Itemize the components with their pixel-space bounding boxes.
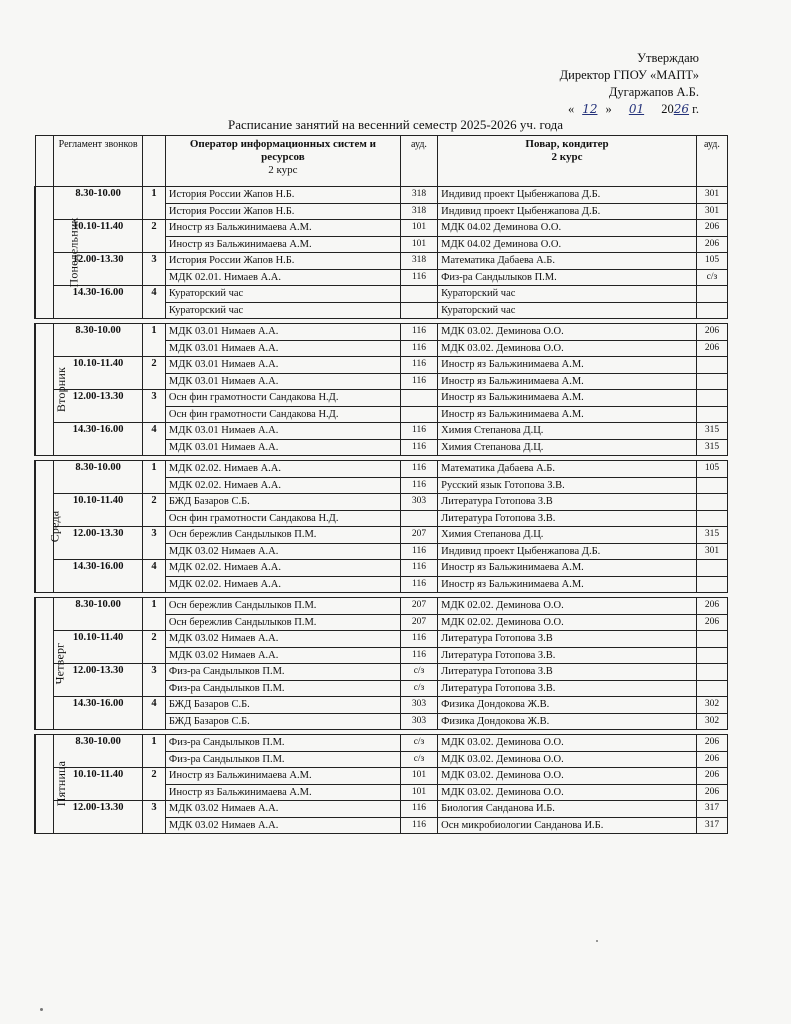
group-1-lesson: Осн фин грамотности Сандакова Н.Д. <box>165 510 400 527</box>
group-1-lesson: МДК 03.02 Нимаев А.А. <box>165 631 400 648</box>
group-1-lesson: МДК 03.01 Нимаев А.А. <box>165 324 400 341</box>
group-2-lesson: Литература Готопова З.В. <box>438 680 697 697</box>
group-1-lesson: Физ-ра Сандылыков П.М. <box>165 680 400 697</box>
group-2-lesson: МДК 02.02. Деминова О.О. <box>438 614 697 631</box>
bell-time: 12.00-13.30 <box>54 664 143 697</box>
pair-number: 4 <box>143 423 166 456</box>
group-1-lesson: МДК 02.02. Нимаев А.А. <box>165 477 400 494</box>
schedule-body <box>35 187 728 834</box>
group-2-lesson: Литература Готопова З.В. <box>438 510 697 527</box>
group-2-lesson: Иностр яз Бальжинимаева А.М. <box>438 406 697 423</box>
group-1-room: 116 <box>400 543 437 560</box>
pair-number: 3 <box>143 253 166 286</box>
scan-speck <box>596 940 598 942</box>
group-2-lesson: Осн микробиологии Санданова И.Б. <box>438 817 697 834</box>
bell-time: 8.30-10.00 <box>54 735 143 768</box>
day-name: Пятница <box>54 760 69 807</box>
group-1-room: 116 <box>400 817 437 834</box>
group-2-lesson: МДК 03.02. Деминова О.О. <box>438 751 697 768</box>
bell-time: 10.10-11.40 <box>54 357 143 390</box>
group-2-lesson: Химия Степанова Д.Ц. <box>438 439 697 456</box>
group-2-room <box>696 664 727 681</box>
group-2-room: 206 <box>696 751 727 768</box>
group-1-room: 303 <box>400 697 437 714</box>
group-2-room <box>696 357 727 374</box>
group-1-room: с/з <box>400 751 437 768</box>
group-2-room <box>696 494 727 511</box>
group-2-room: 317 <box>696 817 727 834</box>
group-1-lesson: Иностр яз Бальжинимаева А.М. <box>165 784 400 801</box>
group-1-room: 116 <box>400 373 437 390</box>
group-1-room: 101 <box>400 236 437 253</box>
pair-number: 1 <box>143 735 166 768</box>
pair-number: 3 <box>143 527 166 560</box>
bell-time: 10.10-11.40 <box>54 220 143 253</box>
group-2-lesson: Химия Степанова Д.Ц. <box>438 423 697 440</box>
group-2-room: 317 <box>696 801 727 818</box>
group-2-lesson: МДК 03.02. Деминова О.О. <box>438 324 697 341</box>
bell-time: 10.10-11.40 <box>54 494 143 527</box>
group-2-room: 302 <box>696 713 727 730</box>
pair-number: 1 <box>143 461 166 494</box>
pair-number: 4 <box>143 697 166 730</box>
pair-number: 1 <box>143 598 166 631</box>
group-1-room: 116 <box>400 324 437 341</box>
bell-time: 10.10-11.40 <box>54 631 143 664</box>
group-1-lesson: История России Жапов Н.Б. <box>165 203 400 220</box>
group-2-room: 206 <box>696 768 727 785</box>
table-row <box>35 801 728 818</box>
bell-time: 8.30-10.00 <box>54 461 143 494</box>
day-name: Среда <box>47 510 62 542</box>
group-1-room: 318 <box>400 187 437 204</box>
group-1-room: 116 <box>400 269 437 286</box>
table-row <box>35 598 728 615</box>
group-2-room <box>696 477 727 494</box>
group-1-room <box>400 406 437 423</box>
group-2-lesson: Литература Готопова З.В <box>438 494 697 511</box>
group-1-lesson: Кураторский час <box>165 286 400 303</box>
group-1-lesson: МДК 03.01 Нимаев А.А. <box>165 373 400 390</box>
group-2-room: 206 <box>696 614 727 631</box>
group-2-room: 315 <box>696 527 727 544</box>
group-1-room: 303 <box>400 494 437 511</box>
group-2-room <box>696 510 727 527</box>
table-row <box>35 664 728 681</box>
day-cell <box>35 461 62 593</box>
group-1-lesson: БЖД Базаров С.Б. <box>165 697 400 714</box>
group-2-room: 105 <box>696 253 727 270</box>
pair-number: 2 <box>143 494 166 527</box>
header-group-1-course: 2 курс <box>268 164 298 176</box>
group-2-room: 206 <box>696 236 727 253</box>
group-2-room: 315 <box>696 439 727 456</box>
group-2-room: 315 <box>696 423 727 440</box>
header-group-2-name: Повар, кондитер <box>525 138 609 150</box>
day-name: Четверг <box>52 642 67 684</box>
group-2-room <box>696 560 727 577</box>
group-2-lesson: Иностр яз Бальжинимаева А.М. <box>438 560 697 577</box>
header-aud-2: ауд. <box>696 136 727 187</box>
group-2-lesson: МДК 03.02. Деминова О.О. <box>438 784 697 801</box>
group-1-room: 116 <box>400 801 437 818</box>
group-1-room: 116 <box>400 477 437 494</box>
group-2-lesson: Кураторский час <box>438 302 697 319</box>
header-group-2-course: 2 курс <box>551 151 583 163</box>
group-1-lesson: МДК 03.02 Нимаев А.А. <box>165 801 400 818</box>
group-1-lesson: Осн фин грамотности Сандакова Н.Д. <box>165 406 400 423</box>
group-2-room <box>696 406 727 423</box>
pair-number: 3 <box>143 664 166 697</box>
day-name: Вторник <box>54 366 69 412</box>
table-row <box>35 735 728 752</box>
group-1-room: с/з <box>400 735 437 752</box>
group-1-lesson: МДК 02.02. Нимаев А.А. <box>165 576 400 593</box>
group-2-lesson: Литература Готопова З.В <box>438 631 697 648</box>
table-row <box>35 253 728 270</box>
pair-number: 1 <box>143 324 166 357</box>
group-1-room: 303 <box>400 713 437 730</box>
group-1-room: 116 <box>400 357 437 374</box>
table-row <box>35 220 728 237</box>
group-1-room: с/з <box>400 664 437 681</box>
bell-time: 14.30-16.00 <box>54 286 143 319</box>
group-2-lesson: Русский язык Готопова З.В. <box>438 477 697 494</box>
group-2-lesson: Иностр яз Бальжинимаева А.М. <box>438 357 697 374</box>
group-1-room <box>400 302 437 319</box>
group-2-room <box>696 373 727 390</box>
group-2-lesson: Индивид проект Цыбенжапова Д.Б. <box>438 187 697 204</box>
group-2-room: 302 <box>696 697 727 714</box>
group-2-lesson: Литература Готопова З.В. <box>438 647 697 664</box>
group-2-room <box>696 390 727 407</box>
group-1-lesson: Иностр яз Бальжинимаева А.М. <box>165 768 400 785</box>
approval-date: « 12 » 01 2026 г. <box>567 102 699 116</box>
group-1-lesson: МДК 03.02 Нимаев А.А. <box>165 817 400 834</box>
group-1-room: 116 <box>400 647 437 664</box>
table-row <box>35 390 728 407</box>
group-1-lesson: МДК 03.02 Нимаев А.А. <box>165 543 400 560</box>
page-title: Расписание занятий на весенний семестр 2025-2026 уч. года <box>228 117 563 132</box>
bell-time: 14.30-16.00 <box>54 423 143 456</box>
group-2-lesson: МДК 03.02. Деминова О.О. <box>438 340 697 357</box>
approval-year-suffix: 26 <box>673 102 690 116</box>
approval-month: 01 <box>628 102 645 116</box>
group-1-lesson: Осн бережлив Сандылыков П.М. <box>165 598 400 615</box>
group-1-lesson: МДК 03.01 Нимаев А.А. <box>165 423 400 440</box>
group-2-room: 206 <box>696 735 727 752</box>
header-day-corner <box>35 136 54 187</box>
group-1-room: 101 <box>400 768 437 785</box>
table-row <box>35 527 728 544</box>
group-1-lesson: История России Жапов Н.Б. <box>165 187 400 204</box>
pair-number: 2 <box>143 631 166 664</box>
group-2-lesson: МДК 04.02 Деминова О.О. <box>438 220 697 237</box>
group-1-room: 318 <box>400 203 437 220</box>
group-2-lesson: МДК 03.02. Деминова О.О. <box>438 735 697 752</box>
approval-year-prefix: 20 <box>661 102 674 116</box>
table-row <box>35 461 728 478</box>
group-2-room: 301 <box>696 203 727 220</box>
group-2-room: 301 <box>696 187 727 204</box>
table-row <box>35 560 728 577</box>
group-2-lesson: МДК 02.02. Деминова О.О. <box>438 598 697 615</box>
group-2-room <box>696 680 727 697</box>
group-1-room: 116 <box>400 461 437 478</box>
table-row <box>35 187 728 204</box>
bell-time: 12.00-13.30 <box>54 253 143 286</box>
bell-time: 14.30-16.00 <box>54 697 143 730</box>
bell-time: 8.30-10.00 <box>54 324 143 357</box>
group-2-room <box>696 647 727 664</box>
group-1-room: 318 <box>400 253 437 270</box>
group-2-lesson: МДК 04.02 Деминова О.О. <box>438 236 697 253</box>
group-1-room: 101 <box>400 220 437 237</box>
pair-number: 2 <box>143 357 166 390</box>
approval-line-2: Директор ГПОУ «МАПТ» <box>559 68 699 82</box>
header-group-1-name: Оператор информационных систем и ресурсов <box>189 138 376 163</box>
group-2-room <box>696 576 727 593</box>
group-2-lesson: Иностр яз Бальжинимаева А.М. <box>438 390 697 407</box>
group-2-room: 206 <box>696 340 727 357</box>
scan-speck <box>40 1008 43 1011</box>
table-row <box>35 697 728 714</box>
group-1-lesson: Кураторский час <box>165 302 400 319</box>
header-aud-1: ауд. <box>400 136 437 187</box>
group-1-room: 116 <box>400 423 437 440</box>
group-1-room: 116 <box>400 439 437 456</box>
approval-line-1: Утверждаю <box>637 51 699 65</box>
group-1-lesson: БЖД Базаров С.Б. <box>165 494 400 511</box>
group-1-lesson: Осн бережлив Сандылыков П.М. <box>165 614 400 631</box>
group-1-lesson: Физ-ра Сандылыков П.М. <box>165 735 400 752</box>
day-name: Понедельник <box>66 216 81 288</box>
table-row <box>35 494 728 511</box>
table-header-row <box>35 136 728 187</box>
group-2-lesson: Биология Санданова И.Б. <box>438 801 697 818</box>
approval-day: 12 <box>582 102 598 116</box>
group-2-lesson: Индивид проект Цыбенжапова Д.Б. <box>438 543 697 560</box>
group-1-room: 101 <box>400 784 437 801</box>
pair-number: 3 <box>143 801 166 834</box>
group-2-lesson: Математика Дабаева А.Б. <box>438 461 697 478</box>
day-cell <box>35 187 81 319</box>
group-1-lesson: Физ-ра Сандылыков П.М. <box>165 664 400 681</box>
header-bells: Регламент звонков <box>54 136 143 187</box>
pair-number: 4 <box>143 286 166 319</box>
bell-time: 10.10-11.40 <box>54 768 143 801</box>
pair-number: 3 <box>143 390 166 423</box>
group-2-room <box>696 302 727 319</box>
approval-year-end: г. <box>692 102 699 116</box>
schedule-table <box>34 135 728 834</box>
group-1-room: 207 <box>400 614 437 631</box>
header-group-2 <box>438 136 697 187</box>
group-1-room <box>400 286 437 303</box>
table-row <box>35 357 728 374</box>
group-1-lesson: Физ-ра Сандылыков П.М. <box>165 751 400 768</box>
table-row <box>35 768 728 785</box>
group-1-room <box>400 510 437 527</box>
table-row <box>35 324 728 341</box>
header-pair-number <box>143 136 166 187</box>
group-2-room: 206 <box>696 784 727 801</box>
pair-number: 1 <box>143 187 166 220</box>
day-cell <box>35 735 69 834</box>
pair-number: 2 <box>143 768 166 801</box>
group-2-room: 301 <box>696 543 727 560</box>
group-1-lesson: МДК 03.01 Нимаев А.А. <box>165 357 400 374</box>
group-1-lesson: Осн фин грамотности Сандакова Н.Д. <box>165 390 400 407</box>
group-1-room: 116 <box>400 576 437 593</box>
day-cell <box>35 324 69 456</box>
bell-time: 8.30-10.00 <box>54 598 143 631</box>
group-1-room <box>400 390 437 407</box>
group-2-lesson: Физика Дондокова Ж.В. <box>438 713 697 730</box>
group-2-lesson: Кураторский час <box>438 286 697 303</box>
group-1-lesson: МДК 02.02. Нимаев А.А. <box>165 461 400 478</box>
group-1-lesson: МДК 03.01 Нимаев А.А. <box>165 439 400 456</box>
group-2-lesson: Физ-ра Сандылыков П.М. <box>438 269 697 286</box>
group-2-lesson: Иностр яз Бальжинимаева А.М. <box>438 373 697 390</box>
group-2-lesson: МДК 03.02. Деминова О.О. <box>438 768 697 785</box>
group-2-room: 206 <box>696 220 727 237</box>
pair-number: 2 <box>143 220 166 253</box>
group-2-room: 105 <box>696 461 727 478</box>
bell-time: 12.00-13.30 <box>54 390 143 423</box>
table-row <box>35 631 728 648</box>
group-2-lesson: Литература Готопова З.В <box>438 664 697 681</box>
bell-time: 14.30-16.00 <box>54 560 143 593</box>
group-1-lesson: МДК 02.01. Нимаев А.А. <box>165 269 400 286</box>
group-1-lesson: История России Жапов Н.Б. <box>165 253 400 270</box>
group-2-room <box>696 631 727 648</box>
group-1-room: 207 <box>400 598 437 615</box>
group-2-lesson: Химия Степанова Д.Ц. <box>438 527 697 544</box>
group-2-room <box>696 286 727 303</box>
group-2-lesson: Математика Дабаева А.Б. <box>438 253 697 270</box>
group-1-lesson: МДК 02.02. Нимаев А.А. <box>165 560 400 577</box>
group-2-room: 206 <box>696 598 727 615</box>
approval-line-3: Дугаржапов А.Б. <box>608 85 699 99</box>
bell-time: 12.00-13.30 <box>54 527 143 560</box>
group-2-room: 206 <box>696 324 727 341</box>
day-cell <box>35 598 67 730</box>
bell-time: 12.00-13.30 <box>54 801 143 834</box>
bell-time: 8.30-10.00 <box>54 187 143 220</box>
group-1-lesson: МДК 03.02 Нимаев А.А. <box>165 647 400 664</box>
group-1-room: 116 <box>400 560 437 577</box>
table-row <box>35 286 728 303</box>
group-1-lesson: Иностр яз Бальжинимаева А.М. <box>165 220 400 237</box>
group-1-room: 207 <box>400 527 437 544</box>
group-2-lesson: Индивид проект Цыбенжапова Д.Б. <box>438 203 697 220</box>
group-1-lesson: БЖД Базаров С.Б. <box>165 713 400 730</box>
table-row <box>35 423 728 440</box>
pair-number: 4 <box>143 560 166 593</box>
group-2-lesson: Физика Дондокова Ж.В. <box>438 697 697 714</box>
approval-block <box>479 50 699 118</box>
group-1-room: с/з <box>400 680 437 697</box>
header-group-1 <box>165 136 400 187</box>
group-2-room: с/з <box>696 269 727 286</box>
group-2-lesson: Иностр яз Бальжинимаева А.М. <box>438 576 697 593</box>
group-1-lesson: Иностр яз Бальжинимаева А.М. <box>165 236 400 253</box>
group-1-room: 116 <box>400 631 437 648</box>
group-1-lesson: МДК 03.01 Нимаев А.А. <box>165 340 400 357</box>
group-1-room: 116 <box>400 340 437 357</box>
group-1-lesson: Осн бережлив Сандылыков П.М. <box>165 527 400 544</box>
